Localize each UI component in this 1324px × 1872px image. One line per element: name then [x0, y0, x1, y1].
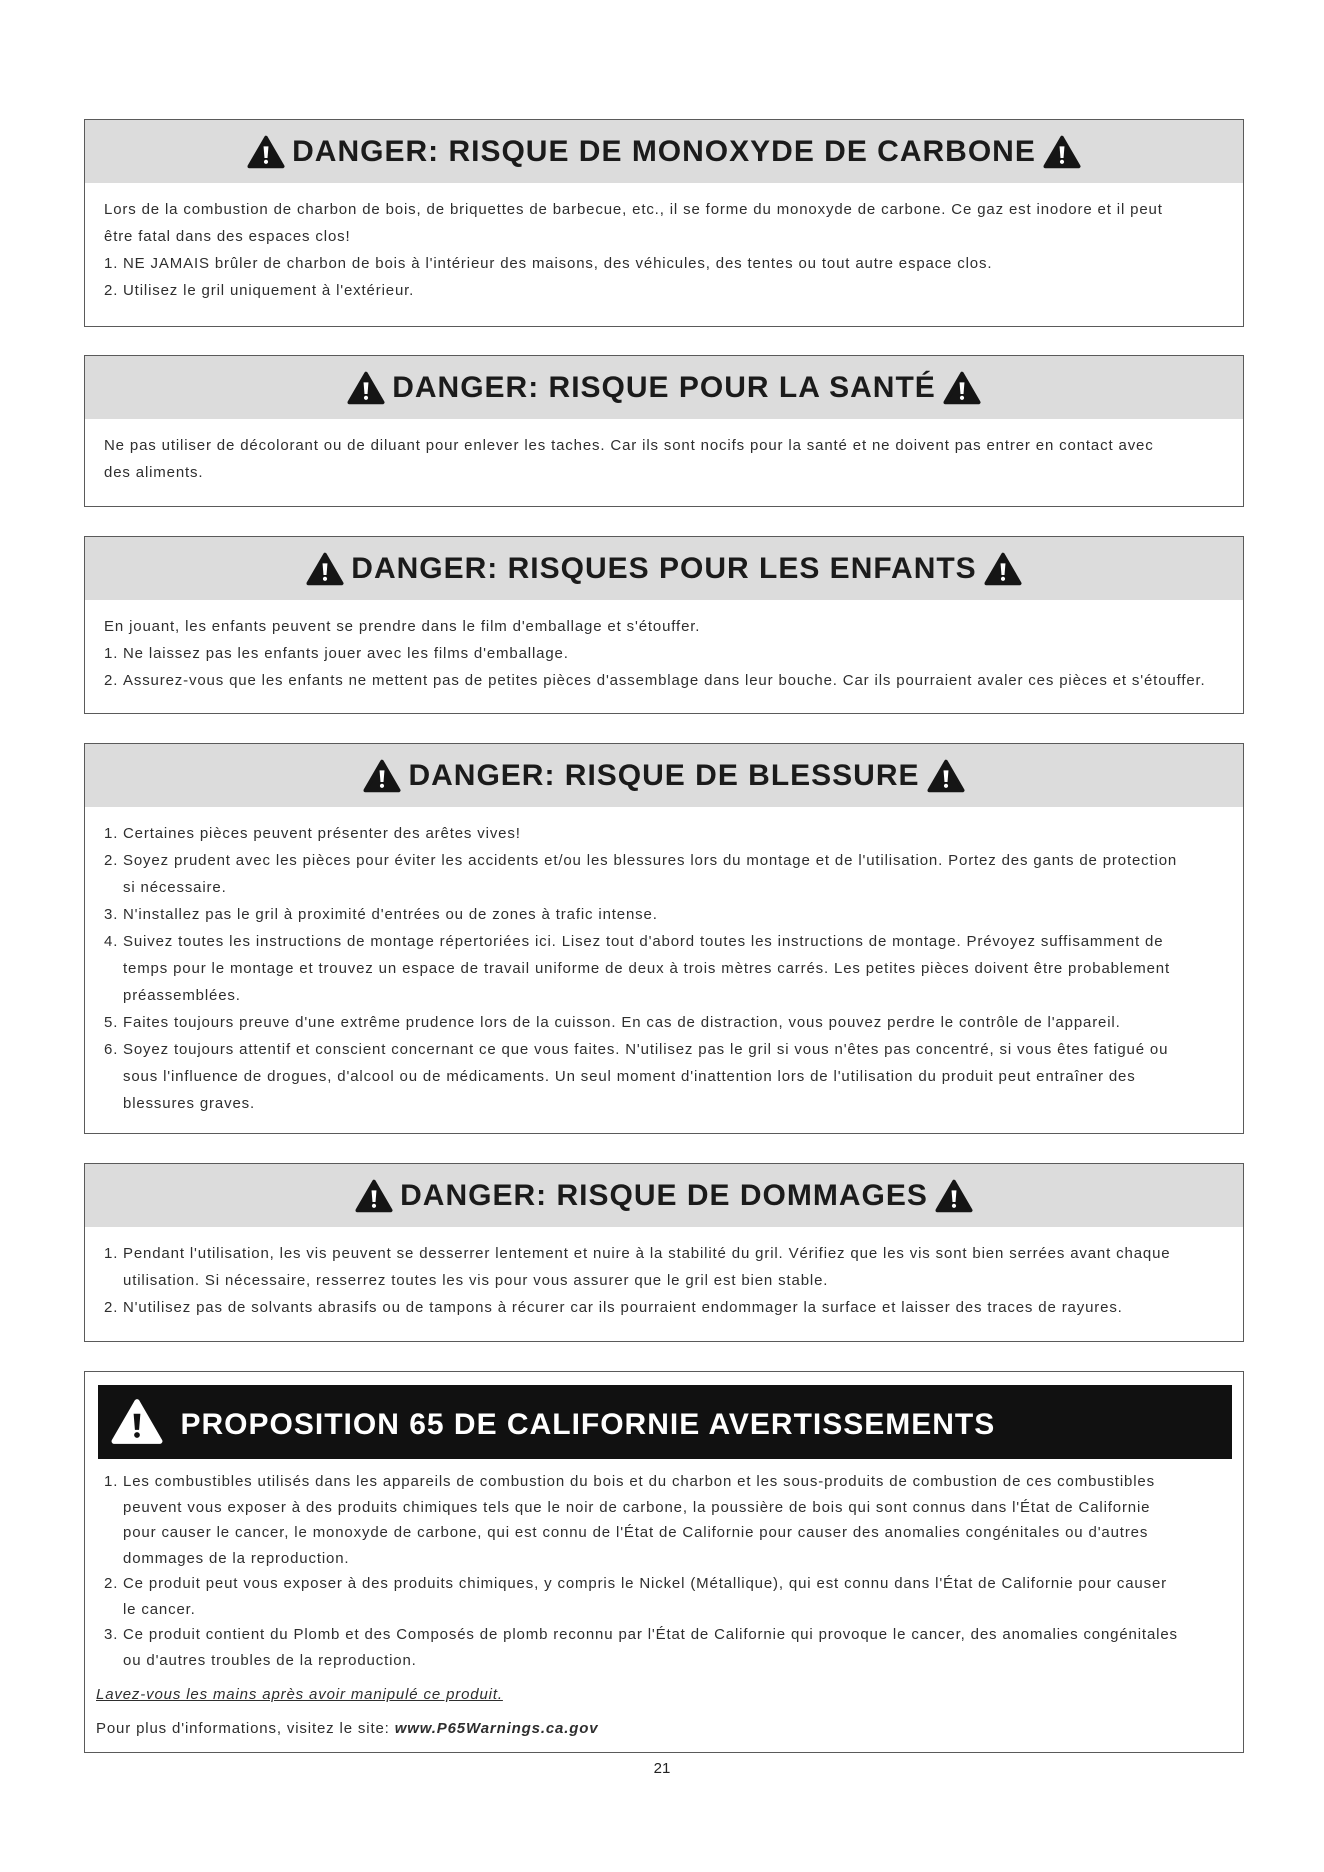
- list-item-line: N'installez pas le gril à proximité d'entrées ou de zones à trafic intense.: [123, 906, 658, 923]
- warning-triangle-icon: [935, 1179, 973, 1213]
- warning-triangle-icon: [927, 759, 965, 793]
- list-item: [104, 1469, 1178, 1571]
- section-header: [85, 356, 1243, 419]
- list-item-line: Les combustibles utilisés dans les appareils de combustion du bois et du charbon et les sous-produits de combustion de ces combustibles: [123, 1473, 1155, 1490]
- warning-triangle-icon: [1043, 135, 1081, 169]
- section-body: [85, 419, 1243, 486]
- list-item-line: dommages de la reproduction.: [123, 1549, 350, 1567]
- list-item: [104, 820, 1243, 847]
- paragraph-line: Ne pas utiliser de décolorant ou de diluant pour enlever les taches. Car ils sont nocifs pour la santé et ne doivent pas entrer en contact avec: [104, 437, 1154, 454]
- danger-damage-box: [84, 1163, 1244, 1342]
- section-title: DANGER: RISQUE DE MONOXYDE DE CARBONE: [292, 134, 1036, 168]
- list-item-line: temps pour le montage et trouvez un espace de travail uniforme de deux à trois mètres carrés. Les petites pièces doivent être probablement: [123, 960, 1170, 977]
- warning-triangle-icon: [355, 1179, 393, 1213]
- paragraph-line: En jouant, les enfants peuvent se prendre dans le film d'emballage et s'étouffer.: [104, 618, 701, 635]
- list-item-line: Ce produit contient du Plomb et des Composés de plomb reconnu par l'État de Californie qui provoque le cancer, des anomalies congénitales: [123, 1626, 1178, 1643]
- section-title: DANGER: RISQUE DE DOMMAGES: [400, 1178, 928, 1212]
- list-item: [104, 847, 1243, 901]
- list-item-line: utilisation. Si nécessaire, resserrez toutes les vis pour vous assurer que le gril est bien stable.: [123, 1272, 829, 1289]
- list-item-line: sous l'influence de drogues, d'alcool ou de médicaments. Un seul moment d'inattention lors de l'utilisation du produit peut entraîner des: [123, 1068, 1136, 1085]
- list-item-line: Faites toujours preuve d'une extrême prudence lors de la cuisson. En cas de distraction, vous pouvez perdre le contrôle de l'appareil.: [123, 1014, 1121, 1031]
- section-body: [85, 183, 1243, 304]
- more-info-line: [96, 1716, 1178, 1742]
- page-number: 21: [653, 1760, 671, 1777]
- paragraph-line: Lors de la combustion de charbon de bois, de briquettes de barbecue, etc., il se forme du monoxyde de carbone. Ce gaz est inodore et il peut: [104, 201, 1163, 218]
- section-header: [85, 744, 1243, 807]
- list-item: [104, 1622, 1178, 1673]
- wash-hands-note: Lavez-vous les mains après avoir manipulé ce produit.: [96, 1686, 503, 1703]
- list-item: [104, 928, 1243, 1009]
- list-item-line: Pendant l'utilisation, les vis peuvent se desserrer lentement et nuire à la stabilité du gril. Vérifiez que les vis sont bien serrées avant chaque: [123, 1245, 1171, 1262]
- list-item: [104, 1571, 1178, 1622]
- list-item: [104, 250, 1243, 277]
- warning-triangle-icon: [247, 135, 285, 169]
- list-item-line: pour causer le cancer, le monoxyde de carbone, qui est connu de l'État de Californie pour causer des anomalies congénitales ou d'autres: [123, 1524, 1149, 1541]
- list-item: [104, 1009, 1243, 1036]
- section-title: DANGER: RISQUE POUR LA SANTÉ: [392, 370, 936, 404]
- list-item-line: Assurez-vous que les enfants ne mettent pas de petites pièces d'assemblage dans leur bouche. Car ils pourraient avaler ces pièces et s'étouffer.: [123, 672, 1206, 689]
- danger-carbon-monoxide-box: [84, 119, 1244, 327]
- section-header: [85, 120, 1243, 183]
- warning-triangle-icon: [347, 371, 385, 405]
- list-item: [104, 277, 1243, 304]
- paragraph-line: être fatal dans des espaces clos!: [104, 228, 351, 245]
- list-item: [104, 640, 1243, 667]
- list-item-line: Ce produit peut vous exposer à des produits chimiques, y compris le Nickel (Métallique), qui est connu dans l'État de Californie pour causer: [123, 1575, 1167, 1592]
- section-title: DANGER: RISQUE DE BLESSURE: [408, 758, 920, 792]
- list-item-line: ou d'autres troubles de la reproduction.: [123, 1651, 417, 1669]
- list-number: 2.: [104, 672, 119, 689]
- list-item: [104, 901, 1243, 928]
- list-number: 2.: [104, 1299, 119, 1316]
- list-item-line: si nécessaire.: [123, 879, 227, 896]
- list-item-line: préassemblées.: [123, 987, 241, 1004]
- list-item-line: Utilisez le gril uniquement à l'extérieur.: [123, 282, 415, 299]
- section-body: [85, 1227, 1243, 1321]
- prop65-header: [98, 1385, 1232, 1459]
- danger-injury-box: [84, 743, 1244, 1134]
- danger-children-box: [84, 536, 1244, 714]
- section-title: DANGER: RISQUES POUR LES ENFANTS: [351, 551, 977, 585]
- prop65-body: [96, 1469, 1178, 1741]
- list-number: 1.: [104, 255, 119, 272]
- list-item: [104, 1240, 1243, 1294]
- list-item-line: peuvent vous exposer à des produits chimiques tels que le noir de carbone, la poussière de bois qui sont connus dans l'État de Californie: [123, 1498, 1151, 1516]
- warning-triangle-icon: [943, 371, 981, 405]
- list-item-line: le cancer.: [123, 1600, 196, 1618]
- list-number: 3.: [104, 1626, 119, 1643]
- warning-triangle-icon: [306, 552, 344, 586]
- list-number: 2.: [104, 1575, 119, 1592]
- list-number: 4.: [104, 933, 119, 950]
- list-item-line: Ne laissez pas les enfants jouer avec les films d'emballage.: [123, 645, 569, 662]
- list-item-line: N'utilisez pas de solvants abrasifs ou de tampons à récurer car ils pourraient endommager la surface et laisser des traces de rayures.: [123, 1299, 1123, 1316]
- list-item: [104, 1294, 1243, 1321]
- list-number: 1.: [104, 1245, 119, 1262]
- warning-triangle-icon: [363, 759, 401, 793]
- paragraph-line: des aliments.: [104, 464, 204, 481]
- list-item-line: Soyez toujours attentif et conscient concernant ce que vous faites. N'utilisez pas le gril si vous n'êtes pas concentré, si vous êtes fatigué ou: [123, 1041, 1169, 1058]
- list-number: 3.: [104, 906, 119, 923]
- list-item-line: Soyez prudent avec les pièces pour éviter les accidents et/ou les blessures lors du montage et de l'utilisation. Portez des gants de protection: [123, 852, 1178, 869]
- warning-triangle-inverted-icon: [111, 1398, 163, 1445]
- list-number: 2.: [104, 282, 119, 299]
- list-number: 5.: [104, 1014, 119, 1031]
- prop65-title: PROPOSITION 65 DE CALIFORNIE AVERTISSEMENTS: [180, 1407, 996, 1441]
- list-item-line: NE JAMAIS brûler de charbon de bois à l'intérieur des maisons, des véhicules, des tentes ou tout autre espace clos.: [123, 255, 993, 272]
- list-item: [104, 667, 1243, 694]
- more-info-text: Pour plus d'informations, visitez le site:: [96, 1719, 390, 1737]
- warning-triangle-icon: [984, 552, 1022, 586]
- list-number: 1.: [104, 645, 119, 662]
- list-number: 1.: [104, 825, 119, 842]
- list-item: [104, 1036, 1243, 1117]
- section-body: [85, 600, 1243, 694]
- prop65-website: www.P65Warnings.ca.gov: [394, 1719, 599, 1737]
- section-header: [85, 537, 1243, 600]
- list-item-line: Certaines pièces peuvent présenter des arêtes vives!: [123, 825, 521, 842]
- list-number: 1.: [104, 1473, 119, 1490]
- list-number: 6.: [104, 1041, 119, 1058]
- list-item-line: Suivez toutes les instructions de montage répertoriées ici. Lisez tout d'abord toutes les instructions de montage. Prévoyez suffisamment de: [123, 933, 1164, 950]
- list-item-line: blessures graves.: [123, 1095, 256, 1112]
- list-number: 2.: [104, 852, 119, 869]
- section-header: [85, 1164, 1243, 1227]
- prop65-warning-box: [84, 1371, 1244, 1753]
- section-body: [85, 807, 1243, 1117]
- danger-health-box: [84, 355, 1244, 507]
